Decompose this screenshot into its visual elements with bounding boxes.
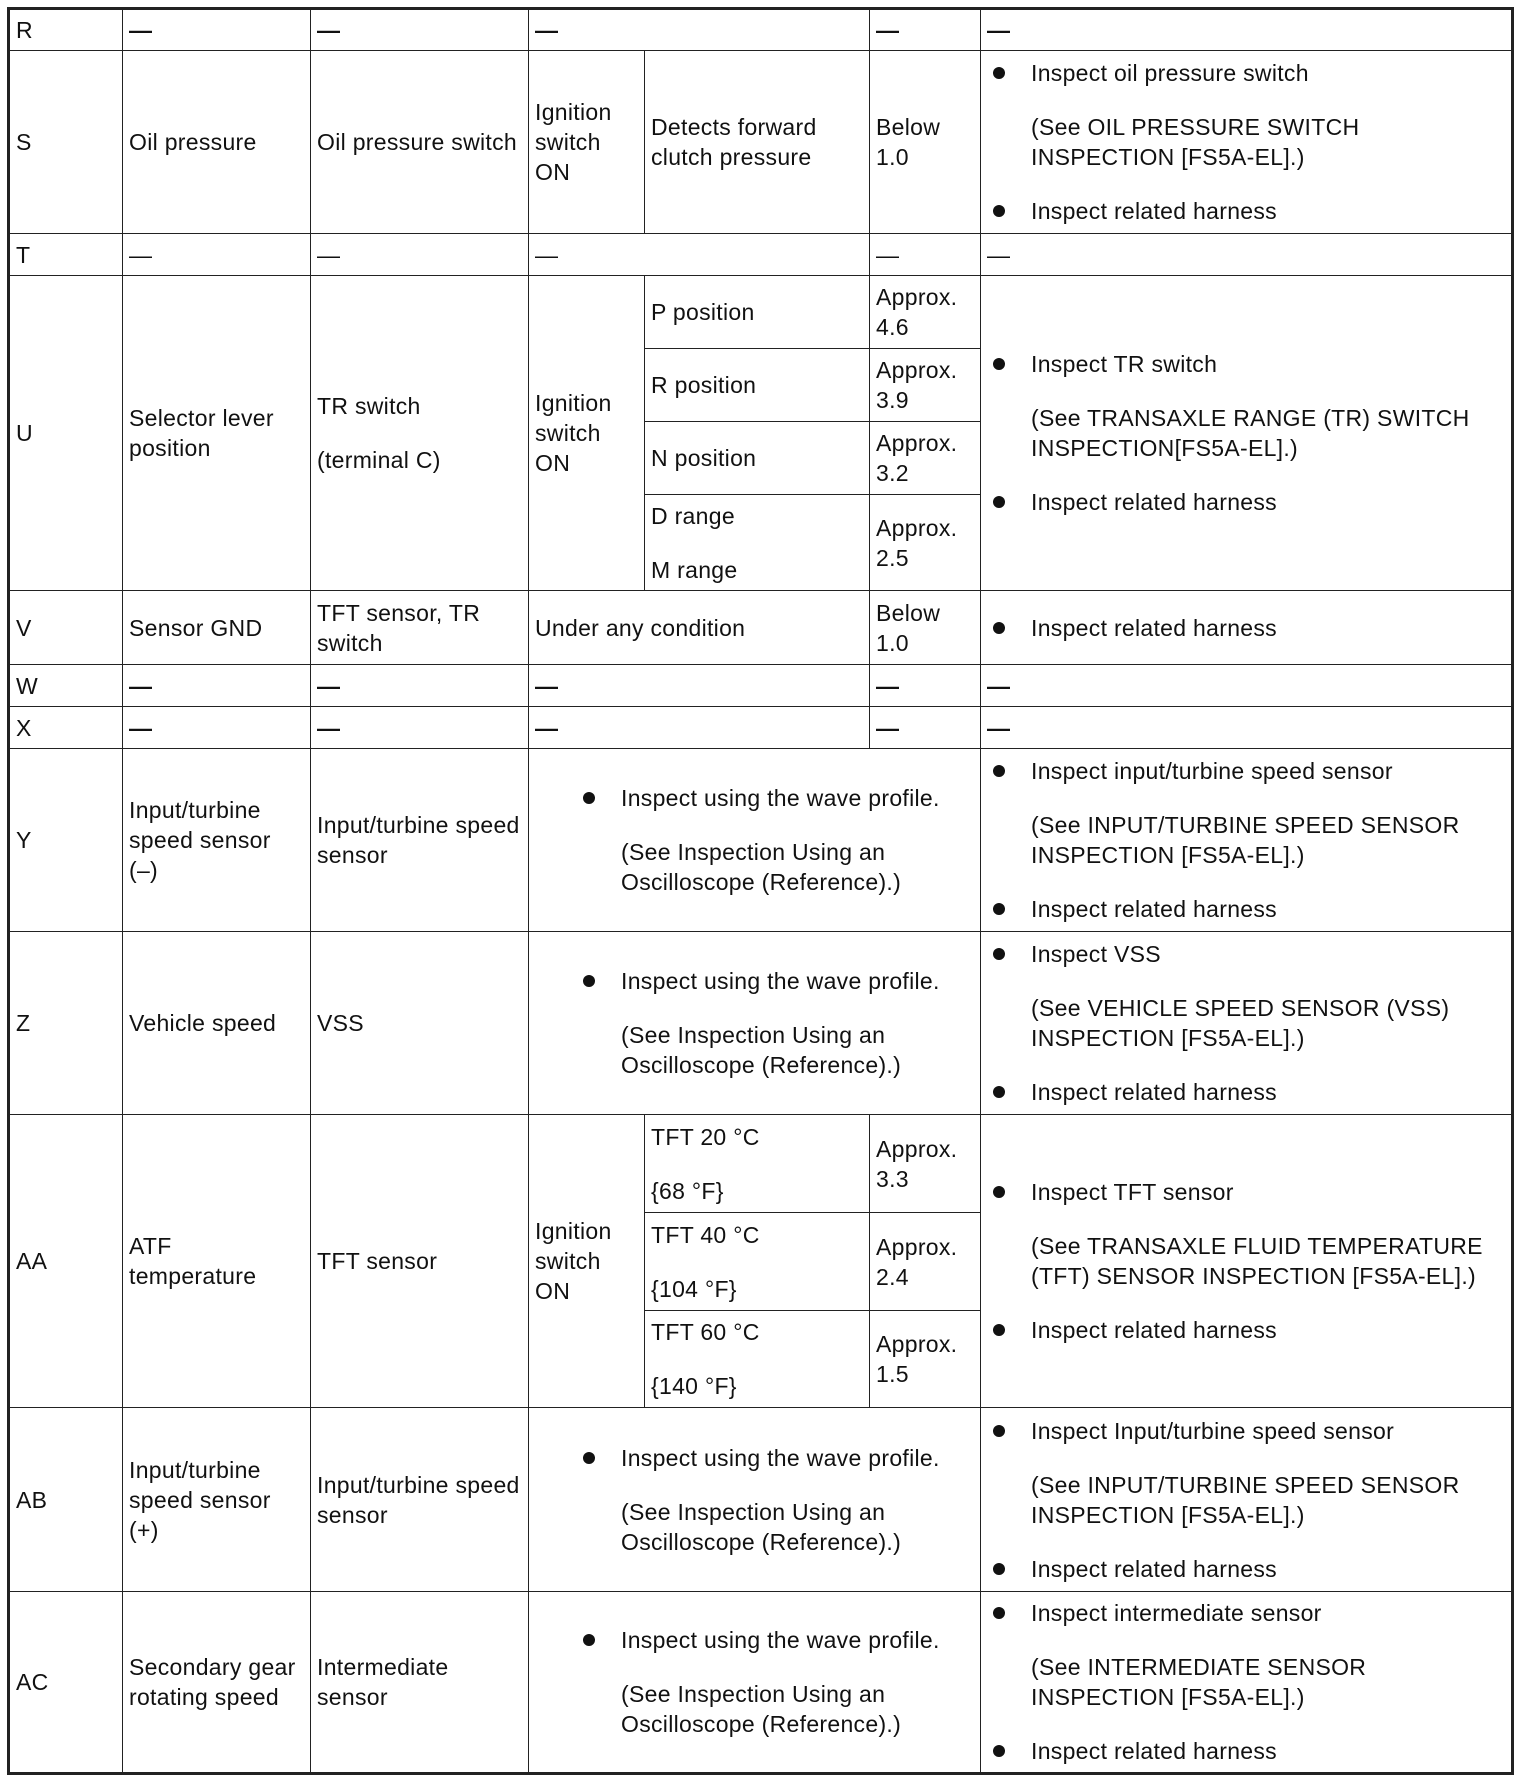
- connected-to-cell: Input/turbine speed sensor: [311, 749, 529, 932]
- reference-note: (See Inspection Using an Oscilloscope (Reference).): [621, 839, 902, 895]
- action-item: Inspect related harness: [987, 894, 1505, 924]
- action-cell: [981, 1115, 1513, 1408]
- action-cell: [981, 1408, 1513, 1592]
- voltage-cell: Approx. 4.6: [870, 276, 981, 349]
- action-cell: [981, 1592, 1513, 1774]
- terminal-cell: W: [9, 665, 123, 707]
- dash: —: [317, 241, 341, 268]
- condition-cell: Ignition switch ON: [529, 276, 645, 591]
- dash: —: [129, 672, 153, 699]
- reference-note: (See OIL PRESSURE SWITCH INSPECTION [FS5A-EL].): [1031, 114, 1360, 170]
- terminal-cell: AA: [9, 1115, 123, 1408]
- action-item: Inspect Input/turbine speed sensor: [987, 1416, 1505, 1446]
- action-item: Inspect using the wave profile.: [577, 966, 974, 996]
- action-cell: [981, 276, 1513, 591]
- dash: —: [129, 17, 153, 43]
- condition-cell: Ignition switch ON: [529, 51, 645, 234]
- test-condition-cell: D range M range: [645, 495, 870, 591]
- action-item: Inspect using the wave profile.: [577, 783, 974, 813]
- table-row: [9, 276, 1513, 349]
- table-row: [9, 1592, 1513, 1774]
- action-item: Inspect TFT sensor: [987, 1177, 1505, 1207]
- reference-note: (See Inspection Using an Oscilloscope (Reference).): [621, 1498, 902, 1555]
- signal-cell: Sensor GND: [123, 591, 311, 665]
- table-row: [9, 591, 1513, 665]
- action-item: Inspect related harness: [987, 1736, 1505, 1766]
- signal-cell: Oil pressure: [123, 51, 311, 234]
- table-row: [9, 234, 1513, 276]
- action-item: Inspect related harness: [987, 1077, 1505, 1107]
- terminal-cell: AC: [9, 1592, 123, 1774]
- terminal-cell: S: [9, 51, 123, 234]
- reference-note: (See VEHICLE SPEED SENSOR (VSS) INSPECTION [FS5A-EL].): [1031, 995, 1450, 1051]
- test-condition-cell: TFT 40 °C {104 °F}: [645, 1213, 870, 1311]
- terminal-cell: X: [9, 707, 123, 749]
- connected-to-cell: Input/turbine speed sensor: [311, 1408, 529, 1592]
- terminal-cell: T: [9, 234, 123, 276]
- signal-cell: Vehicle speed: [123, 932, 311, 1115]
- terminal-cell: Z: [9, 932, 123, 1115]
- action-item: Inspect input/turbine speed sensor: [987, 756, 1505, 786]
- dash: —: [876, 241, 900, 268]
- table-row: [9, 1115, 1513, 1213]
- action-item: Inspect related harness: [987, 1554, 1505, 1584]
- terminal-cell: Y: [9, 749, 123, 932]
- action-item: Inspect using the wave profile.: [577, 1443, 974, 1473]
- reference-note: (See TRANSAXLE RANGE (TR) SWITCH INSPECTION[FS5A-EL].): [1031, 405, 1470, 461]
- voltage-cell: Below 1.0: [870, 51, 981, 234]
- terminal-cell: V: [9, 591, 123, 665]
- signal-cell: Input/turbine speed sensor (+): [123, 1408, 311, 1592]
- reference-note: (See TRANSAXLE FLUID TEMPERATURE (TFT) SENSOR INSPECTION [FS5A-EL].): [1031, 1233, 1483, 1289]
- dash: —: [987, 17, 1011, 43]
- action-cell: [981, 591, 1513, 665]
- condition-cell: Under any condition: [529, 591, 870, 665]
- action-item: Inspect TR switch: [987, 349, 1505, 379]
- test-condition-cell: N position: [645, 422, 870, 495]
- voltage-cell: Approx. 3.3: [870, 1115, 981, 1213]
- dash: —: [535, 241, 559, 268]
- dash: —: [535, 17, 559, 43]
- dash: —: [535, 714, 559, 741]
- wave-profile-cell: [529, 1408, 981, 1592]
- test-condition-cell: R position: [645, 349, 870, 422]
- voltage-cell: Approx. 3.9: [870, 349, 981, 422]
- dash: —: [317, 17, 341, 43]
- dash: —: [129, 241, 153, 268]
- action-item: Inspect oil pressure switch: [987, 58, 1505, 88]
- test-condition-cell: TFT 20 °C {68 °F}: [645, 1115, 870, 1213]
- connected-to-cell: TR switch (terminal C): [311, 276, 529, 591]
- action-cell: [981, 932, 1513, 1115]
- reference-note: (See INPUT/TURBINE SPEED SENSOR INSPECTION [FS5A-EL].): [1031, 812, 1460, 868]
- table-row: [9, 932, 1513, 1115]
- dash: —: [876, 714, 900, 741]
- table-row: [9, 749, 1513, 932]
- connected-to-cell: Intermediate sensor: [311, 1592, 529, 1774]
- signal-cell: ATF temperature: [123, 1115, 311, 1408]
- dash: —: [535, 672, 559, 699]
- signal-cell: Selector lever position: [123, 276, 311, 591]
- voltage-cell: Approx. 2.4: [870, 1213, 981, 1311]
- table-row: [9, 707, 1513, 749]
- wave-profile-cell: [529, 1592, 981, 1774]
- dash: —: [129, 714, 153, 741]
- connected-to-cell: VSS: [311, 932, 529, 1115]
- connected-to-cell: Oil pressure switch: [311, 51, 529, 234]
- dash: —: [317, 714, 341, 741]
- action-item: Inspect intermediate sensor: [987, 1598, 1505, 1628]
- condition-cell: Ignition switch ON: [529, 1115, 645, 1408]
- action-cell: [981, 749, 1513, 932]
- test-condition-cell: TFT 60 °C {140 °F}: [645, 1311, 870, 1408]
- dash: —: [876, 672, 900, 699]
- reference-note: (See Inspection Using an Oscilloscope (Reference).): [621, 1681, 902, 1737]
- wave-profile-cell: [529, 749, 981, 932]
- action-item: Inspect VSS: [987, 939, 1505, 969]
- table-row: [9, 51, 1513, 234]
- dash: —: [987, 714, 1011, 741]
- terminal-cell: R: [9, 9, 123, 51]
- action-item: Inspect related harness: [987, 1315, 1505, 1345]
- dash: —: [987, 241, 1011, 268]
- reference-note: (See INTERMEDIATE SENSOR INSPECTION [FS5A-EL].): [1031, 1654, 1367, 1710]
- action-item: Inspect using the wave profile.: [577, 1625, 974, 1655]
- terminal-cell: AB: [9, 1408, 123, 1592]
- voltage-cell: Below 1.0: [870, 591, 981, 665]
- terminal-voltage-table: [7, 7, 1514, 1775]
- table-row: [9, 9, 1513, 51]
- connected-to-cell: TFT sensor: [311, 1115, 529, 1408]
- table-row: [9, 1408, 1513, 1592]
- signal-cell: Input/turbine speed sensor (–): [123, 749, 311, 932]
- action-item: Inspect related harness: [987, 196, 1505, 226]
- test-condition-cell: Detects forward clutch pressure: [645, 51, 870, 234]
- reference-note: (See INPUT/TURBINE SPEED SENSOR INSPECTION [FS5A-EL].): [1031, 1471, 1460, 1528]
- reference-note: (See Inspection Using an Oscilloscope (Reference).): [621, 1022, 902, 1078]
- connected-to-cell: TFT sensor, TR switch: [311, 591, 529, 665]
- dash: —: [876, 17, 900, 43]
- action-item: Inspect related harness: [987, 487, 1505, 517]
- action-cell: [981, 51, 1513, 234]
- voltage-cell: Approx. 3.2: [870, 422, 981, 495]
- table-row: [9, 665, 1513, 707]
- voltage-cell: Approx. 1.5: [870, 1311, 981, 1408]
- test-condition-cell: P position: [645, 276, 870, 349]
- voltage-cell: Approx. 2.5: [870, 495, 981, 591]
- dash: —: [317, 672, 341, 699]
- terminal-cell: U: [9, 276, 123, 591]
- wave-profile-cell: [529, 932, 981, 1115]
- signal-cell: Secondary gear rotating speed: [123, 1592, 311, 1774]
- dash: —: [987, 672, 1011, 699]
- action-item: Inspect related harness: [987, 613, 1505, 643]
- terminal-table-sheet: [7, 7, 1511, 1767]
